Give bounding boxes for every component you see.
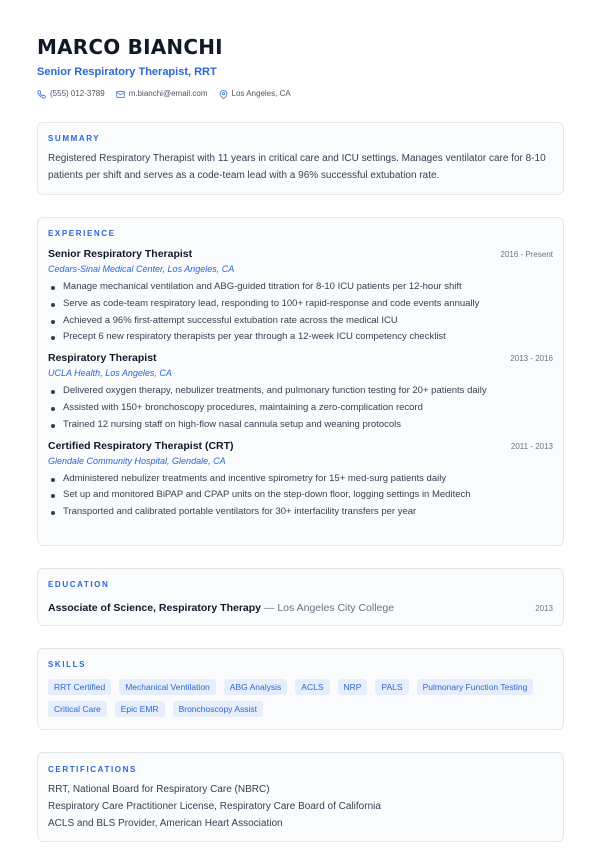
- list-item: Assisted with 150+ bronchoscopy procedures, maintaining a zero-complication record: [48, 400, 553, 417]
- job-company: Cedars-Sinai Medical Center, Los Angeles, CA: [48, 264, 235, 274]
- skill-chip: Bronchoscopy Assist: [173, 701, 263, 717]
- education-year: 2013: [535, 604, 553, 613]
- skill-chip: ACLS: [295, 679, 329, 695]
- map-pin-icon: [219, 90, 228, 99]
- phone-icon: [37, 90, 46, 99]
- job-title: Certified Respiratory Therapist (CRT): [48, 439, 234, 452]
- cert-item: ACLS and BLS Provider, American Heart Association: [48, 818, 283, 829]
- certifications-section: [37, 752, 564, 842]
- experience-section: [37, 217, 564, 546]
- mail-icon: [116, 90, 125, 99]
- job-entry: [48, 351, 553, 433]
- skill-chip: PALS: [375, 679, 408, 695]
- section-title: SUMMARY: [48, 134, 101, 143]
- candidate-name: MARCO BIANCHI: [37, 35, 223, 59]
- summary-section: [37, 122, 564, 195]
- skill-chip: Epic EMR: [115, 701, 165, 717]
- phone-text: (555) 012-3789: [50, 89, 105, 98]
- cert-item: Respiratory Care Practitioner License, Respiratory Care Board of California: [48, 801, 381, 812]
- section-title: EDUCATION: [48, 580, 110, 589]
- job-bullets: [48, 471, 553, 521]
- job-bullets: [48, 383, 553, 433]
- job-title: Senior Respiratory Therapist: [48, 248, 193, 260]
- summary-text: Registered Respiratory Therapist with 11 years in critical care and ICU settings. Manages ventilator care for 8-10 patients per shift and serves as a code-team lead with a 96% successful extubation rate.: [48, 153, 546, 181]
- cert-list: [48, 781, 553, 832]
- contact-phone: [37, 88, 105, 100]
- job-company: UCLA Health, Los Angeles, CA: [48, 368, 172, 379]
- skills-section: [37, 648, 564, 730]
- school: — Los Angeles City College: [261, 602, 395, 614]
- email-text: m.bianchi@email.com: [128, 89, 208, 98]
- job-dates: 2016 - Present: [500, 250, 553, 259]
- job-dates: 2013 - 2016: [510, 354, 553, 364]
- job-entry: [48, 439, 553, 521]
- list-item: Delivered oxygen therapy, nebulizer treatments, and pulmonary function testing for 20+ patients daily: [48, 383, 553, 400]
- list-item: Precept 6 new respiratory therapists per year through a 12-week ICU competency checklist: [48, 329, 553, 346]
- job-title: Respiratory Therapist: [48, 352, 157, 365]
- education-section: [37, 568, 564, 626]
- skill-chip: Mechanical Ventilation: [119, 679, 216, 695]
- skill-chip: Pulmonary Function Testing: [417, 679, 534, 695]
- list-item: Transported and calibrated portable ventilators for 30+ interfacility transfers per year: [48, 504, 553, 521]
- degree: Associate of Science, Respiratory Therapy: [48, 602, 261, 614]
- education-entry: [48, 598, 553, 616]
- skill-chips: [48, 679, 553, 723]
- skill-chip: RRT Certified: [48, 679, 111, 695]
- contact-row: [37, 88, 567, 100]
- section-title: EXPERIENCE: [48, 229, 116, 238]
- job-company: Glendale Community Hospital, Glendale, CA: [48, 455, 226, 466]
- skill-chip: NRP: [338, 679, 368, 695]
- skill-chip: ABG Analysis: [224, 679, 288, 695]
- job-entry: [48, 247, 553, 346]
- cert-item: RRT, National Board for Respiratory Care (NBRC): [48, 784, 270, 795]
- job-dates: 2011 - 2013: [510, 441, 553, 451]
- list-item: Set up and monitored BiPAP and CPAP units on the step-down floor, logging settings in Meditech: [48, 487, 553, 504]
- contact-location: [219, 88, 291, 100]
- section-title: SKILLS: [48, 660, 87, 669]
- candidate-title: Senior Respiratory Therapist, RRT: [37, 66, 217, 78]
- section-title: CERTIFICATIONS: [48, 765, 137, 774]
- location-text: Los Angeles, CA: [231, 89, 291, 98]
- skill-chip: Critical Care: [48, 701, 107, 717]
- list-item: Trained 12 nursing staff on high-flow nasal cannula setup and weaning protocols: [48, 417, 553, 434]
- job-bullets: [48, 279, 553, 346]
- resume-header: [37, 34, 567, 100]
- contact-email: [116, 88, 208, 100]
- list-item: Manage mechanical ventilation and ABG-guided titration for 8-10 ICU patients per 12-hour shift: [48, 279, 553, 296]
- list-item: Administered nebulizer treatments and incentive spirometry for 15+ med-surg patients daily: [48, 471, 553, 488]
- list-item: Serve as code-team respiratory lead, responding to 100+ rapid-response and code events annually: [48, 296, 553, 313]
- list-item: Achieved a 96% first-attempt successful extubation rate across the medical ICU: [48, 313, 553, 330]
